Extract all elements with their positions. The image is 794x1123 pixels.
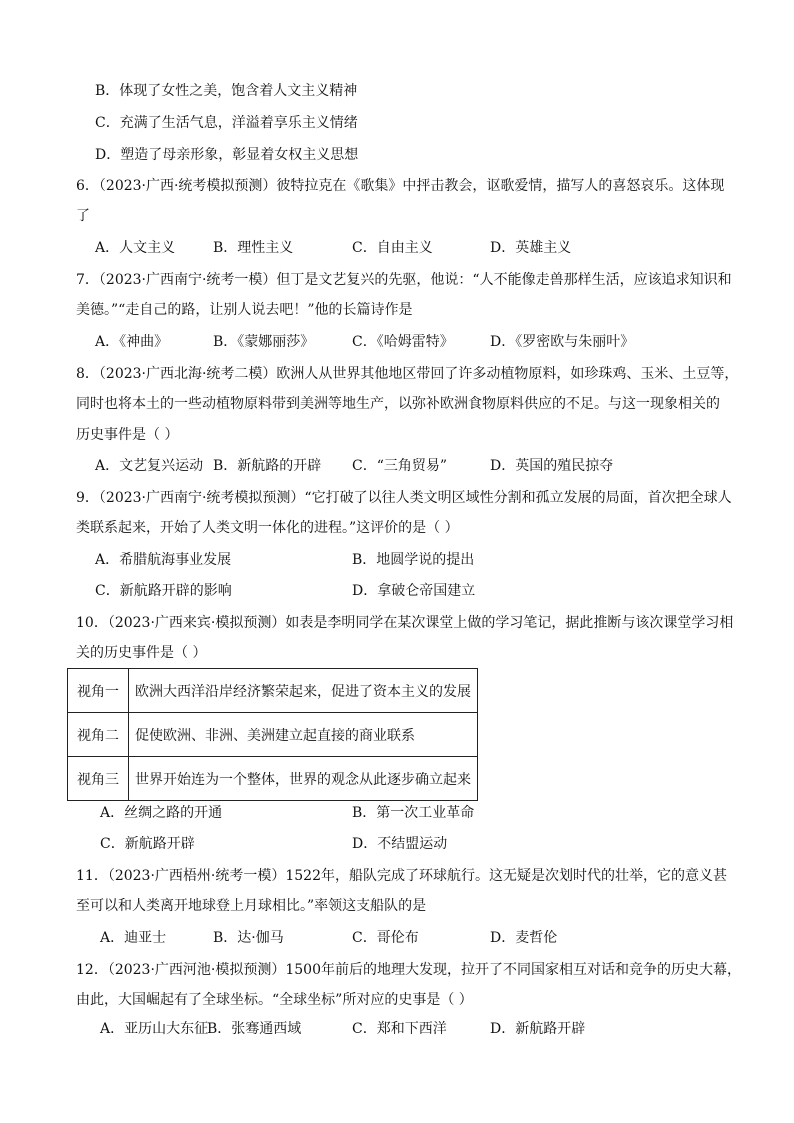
q9-stem-line1: 9．（2023·广西南宁·统考模拟预测）“它打破了以往人类文明区域性分割和孤立发展的局面，首次把全球人 <box>76 490 732 506</box>
q10-option-d: D．不结盟运动 <box>352 836 448 852</box>
table-cell-perspective: 视角二 <box>68 713 129 757</box>
q12-option-b: B．张骞通西域 <box>207 1021 302 1037</box>
table-cell-perspective: 视角三 <box>68 757 129 801</box>
q8-option-b: B．新航路的开辟 <box>213 458 322 474</box>
q10-option-a: A．丝绸之路的开通 <box>100 805 223 821</box>
q7-option-b: B．《蒙娜丽莎》 <box>213 334 315 350</box>
q9-stem-line2: 类联系起来，开始了人类文明一体化的进程。”这评价的是（ ） <box>76 520 459 536</box>
q10-option-b: B．第一次工业革命 <box>352 805 475 821</box>
q11-option-a: A．迪亚士 <box>100 930 167 946</box>
q9-option-c: C．新航路开辟的影响 <box>95 583 232 599</box>
q11-option-d: D．麦哲伦 <box>490 930 558 946</box>
table-row <box>68 713 478 757</box>
q5-option-c: C．充满了生活气息，洋溢着享乐主义情绪 <box>95 115 358 131</box>
q6-option-d: D．英雄主义 <box>490 240 572 256</box>
table-cell-content: 欧洲大西洋沿岸经济繁荣起来，促进了资本主义的发展 <box>129 669 478 713</box>
q7-option-c: C．《哈姆雷特》 <box>352 334 454 350</box>
study-notes-table <box>67 668 478 801</box>
q11-option-b: B．达·伽马 <box>213 930 284 946</box>
q7-option-a: A．《神曲》 <box>95 334 169 350</box>
q10-stem-line1: 10．（2023·广西来宾·模拟预测）如表是李明同学在某次课堂上做的学习笔记，据此推断与该次课堂学习相 <box>76 615 734 631</box>
q6-stem-line1: 6．（2023·广西·统考模拟预测）彼特拉克在《歌集》中抨击教会，讴歌爱情，描写人的喜怒哀乐。这体现 <box>76 178 725 194</box>
q8-option-a: A．文艺复兴运动 <box>95 458 204 474</box>
q12-option-a: A．亚历山大东征 <box>100 1021 209 1037</box>
q11-stem-line1: 11．（2023·广西梧州·统考一模）1522年，船队完成了环球航行。这无疑是次划时代的壮举，它的意义甚 <box>76 868 727 884</box>
q8-option-c: C．“三角贸易” <box>352 458 448 474</box>
q11-stem-line2: 至可以和人类离开地球登上月球相比。”率领这支船队的是 <box>76 898 427 914</box>
q6-option-b: B．理性主义 <box>213 240 294 256</box>
q5-option-d: D．塑造了母亲形象，彰显着女权主义思想 <box>95 147 359 163</box>
q6-option-c: C．自由主义 <box>352 240 433 256</box>
q12-option-c: C．郑和下西洋 <box>352 1021 447 1037</box>
table-cell-perspective: 视角一 <box>68 669 129 713</box>
q11-option-c: C．哥伦布 <box>352 930 419 946</box>
q12-stem-line1: 12．（2023·广西河池·模拟预测）1500年前后的地理大发现，拉开了不同国家相互对话和竞争的历史大幕， <box>76 962 741 978</box>
table-cell-content: 世界开始连为一个整体，世界的观念从此逐步确立起来 <box>129 757 478 801</box>
q8-option-d: D．英国的殖民掠夺 <box>490 458 614 474</box>
q12-stem-line2: 由此，大国崛起有了全球坐标。“全球坐标”所对应的史事是（ ） <box>76 992 473 1008</box>
q9-option-b: B．地圆学说的提出 <box>352 552 475 568</box>
q6-stem-line2: 了 <box>76 208 90 224</box>
q8-stem-line3: 历史事件是（ ） <box>76 427 179 443</box>
q7-option-d: D．《罗密欧与朱丽叶》 <box>490 334 635 350</box>
q6-option-a: A．人文主义 <box>95 240 176 256</box>
table-row <box>68 669 478 713</box>
q9-option-d: D．拿破仑帝国建立 <box>352 583 476 599</box>
q8-stem-line1: 8．（2023·广西北海·统考二模）欧洲人从世界其他地区带回了许多动植物原料，如珍珠鸡、玉米、土豆等， <box>76 366 739 382</box>
q10-option-c: C．新航路开辟 <box>100 836 195 852</box>
q7-stem-line2: 美德。”“走自己的路，让别人说去吧！”他的长篇诗作是 <box>76 302 413 318</box>
table-cell-content: 促使欧洲、非洲、美洲建立起直接的商业联系 <box>129 713 478 757</box>
q7-stem-line1: 7．（2023·广西南宁·统考一模）但丁是文艺复兴的先驱，他说：“人不能像走兽那样生活，应该追求知识和 <box>76 272 732 288</box>
q10-stem-line2: 关的历史事件是（ ） <box>76 645 207 661</box>
q9-option-a: A．希腊航海事业发展 <box>95 552 232 568</box>
q5-option-b: B．体现了女性之美，饱含着人文主义精神 <box>95 83 358 99</box>
q8-stem-line2: 同时也将本土的一些动植物原料带到美洲等地生产，以弥补欧洲食物原料供应的不足。与这一现象相关的 <box>76 396 720 412</box>
q12-option-d: D．新航路开辟 <box>490 1021 586 1037</box>
table-row <box>68 757 478 801</box>
